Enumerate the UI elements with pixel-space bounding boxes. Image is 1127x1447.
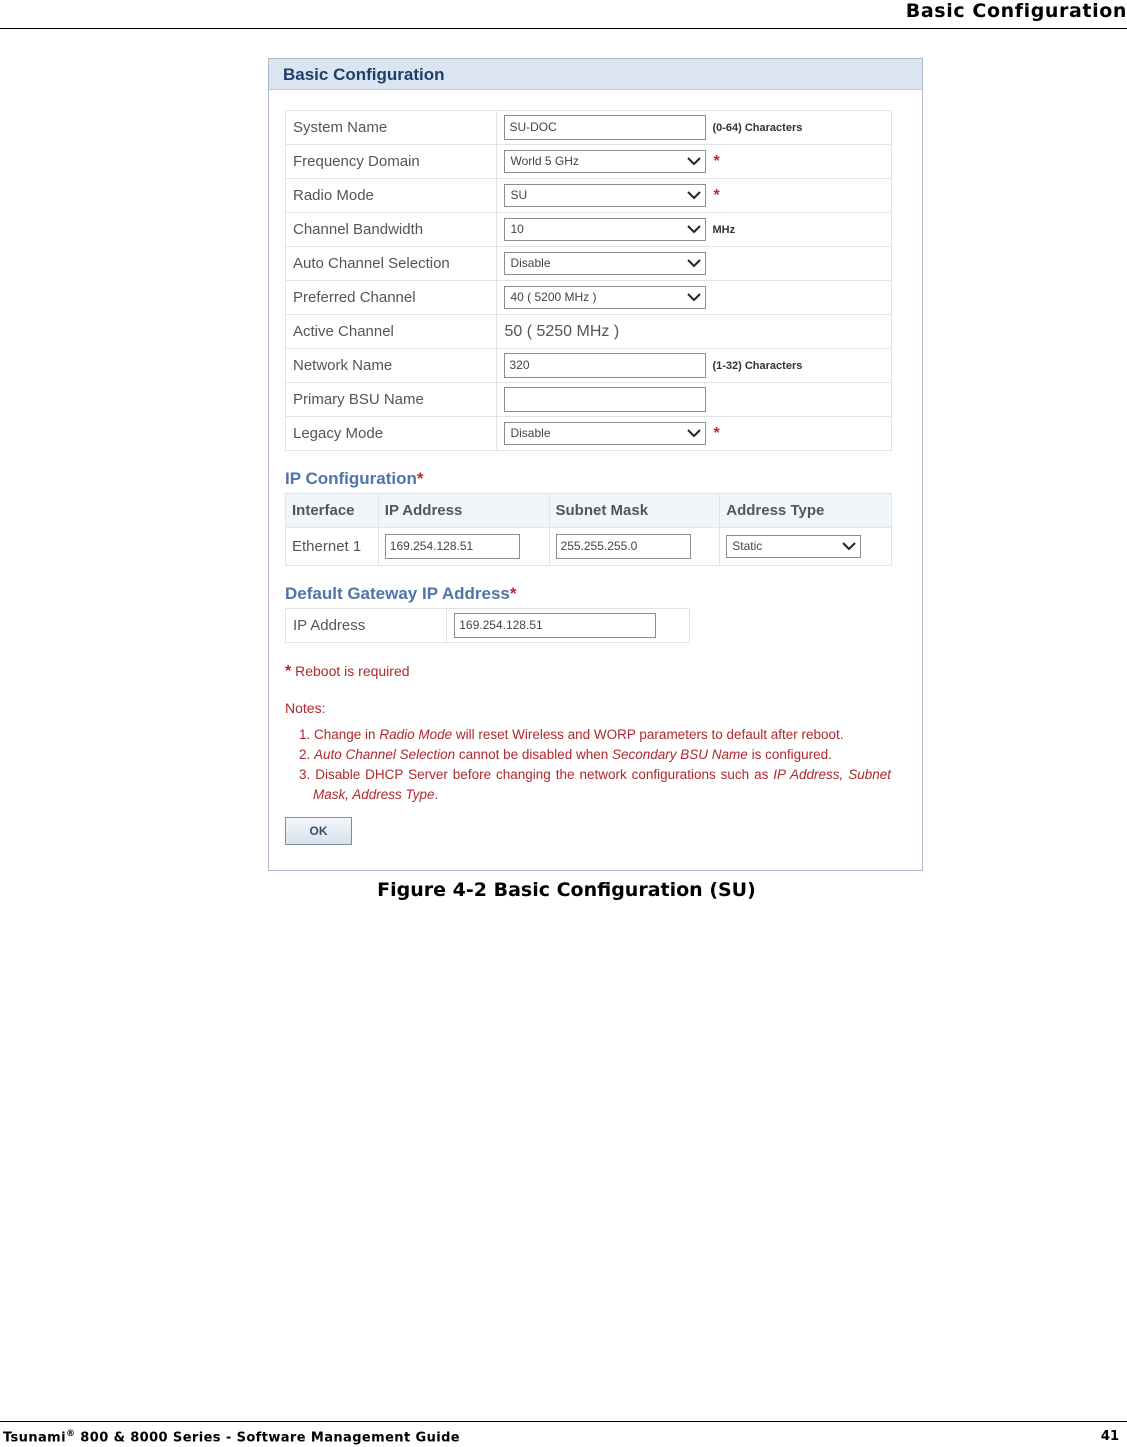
row-primary-bsu-name [286,383,892,417]
chevron-down-icon [686,257,702,269]
preferred-channel-value: 40 ( 5200 MHz ) [510,290,597,304]
reboot-required-note: * Reboot is required [285,663,410,680]
auto-channel-selection-label: Auto Channel Selection [286,247,497,281]
network-name-label: Network Name [286,349,497,383]
ip-configuration-table [285,493,892,566]
footer-page-number: 41 [1100,1429,1119,1444]
system-name-input[interactable]: SU-DOC [504,115,706,140]
row-network-name [286,349,892,383]
ip-table-header [286,494,892,528]
channel-bandwidth-value: 10 [510,222,524,236]
header-address-type: Address Type [720,494,892,528]
gateway-ip-input[interactable]: 169.254.128.51 [454,613,656,638]
footer-guide-title: Tsunami® 800 & 8000 Series - Software Management Guide [3,1429,461,1446]
legacy-mode-label: Legacy Mode [286,417,497,451]
list-item: 3. Disable DHCP Server before changing the network configurations such as IP Address, Subnet Mask, Address Type. [299,767,891,802]
row-channel-bandwidth [286,213,892,247]
list-item: 1. Change in Radio Mode will reset Wireless and WORP parameters to default after reboot. [299,727,844,742]
row-legacy-mode [286,417,892,451]
ok-button[interactable]: OK [285,817,352,845]
frequency-domain-value: World 5 GHz [510,154,579,168]
default-gateway-title: Default Gateway IP Address* [285,584,517,603]
active-channel-label: Active Channel [286,315,497,349]
required-star: * [713,424,720,442]
panel-title: Basic Configuration [269,59,922,90]
frequency-domain-select[interactable] [504,150,706,173]
primary-bsu-name-label: Primary BSU Name [286,383,497,417]
preferred-channel-label: Preferred Channel [286,281,497,315]
table-row [286,528,892,566]
active-channel-value: 50 ( 5250 MHz ) [504,322,620,340]
radio-mode-value: SU [510,188,528,202]
row-frequency-domain [286,145,892,179]
required-star: * [285,663,292,680]
network-name-input[interactable]: 320 [504,353,706,378]
basic-config-table [285,110,892,451]
header-ip-address: IP Address [378,494,549,528]
channel-bandwidth-label: Channel Bandwidth [286,213,497,247]
header-interface: Interface [286,494,379,528]
auto-channel-selection-select[interactable] [504,252,706,275]
radio-mode-select[interactable] [504,184,706,207]
notes-title: Notes: [285,700,326,716]
list-item: 2. Auto Channel Selection cannot be disabled when Secondary BSU Name is configured. [299,747,832,762]
frequency-domain-label: Frequency Domain [286,145,497,179]
ip-address-input[interactable]: 169.254.128.51 [385,534,520,559]
system-name-hint: (0-64) Characters [712,121,803,134]
ip-configuration-title: IP Configuration* [285,469,424,488]
figure-caption: Figure 4-2 Basic Configuration (SU) [377,879,756,901]
row-auto-channel-selection [286,247,892,281]
row-radio-mode [286,179,892,213]
header-subnet-mask: Subnet Mask [549,494,720,528]
page-header-title: Basic Configuration [905,0,1127,22]
header-divider [0,28,1127,29]
required-star: * [509,584,517,603]
chevron-down-icon [686,427,702,439]
row-preferred-channel [286,281,892,315]
gateway-ip-label: IP Address [286,609,447,643]
primary-bsu-name-input[interactable] [504,387,706,412]
network-name-hint: (1-32) Characters [712,359,803,372]
channel-bandwidth-unit: MHz [712,223,736,236]
footer-divider [0,1421,1127,1422]
table-row [286,609,690,643]
chevron-down-icon [686,223,702,235]
chevron-down-icon [686,291,702,303]
basic-configuration-panel [268,58,923,871]
subnet-mask-input[interactable]: 255.255.255.0 [556,534,691,559]
chevron-down-icon [686,189,702,201]
chevron-down-icon [686,155,702,167]
auto-channel-selection-value: Disable [510,256,551,270]
row-active-channel [286,315,892,349]
required-star: * [713,152,720,170]
interface-cell: Ethernet 1 [286,528,379,566]
address-type-value: Static [732,539,763,553]
required-star: * [713,186,720,204]
radio-mode-label: Radio Mode [286,179,497,213]
legacy-mode-value: Disable [510,426,551,440]
default-gateway-table [285,608,690,643]
legacy-mode-select[interactable] [504,422,706,445]
row-system-name [286,111,892,145]
required-star: * [416,469,424,488]
chevron-down-icon [841,540,857,552]
preferred-channel-select[interactable] [504,286,706,309]
channel-bandwidth-select[interactable] [504,218,706,241]
system-name-label: System Name [286,111,497,145]
notes-list [299,725,891,805]
address-type-select[interactable] [726,535,861,558]
